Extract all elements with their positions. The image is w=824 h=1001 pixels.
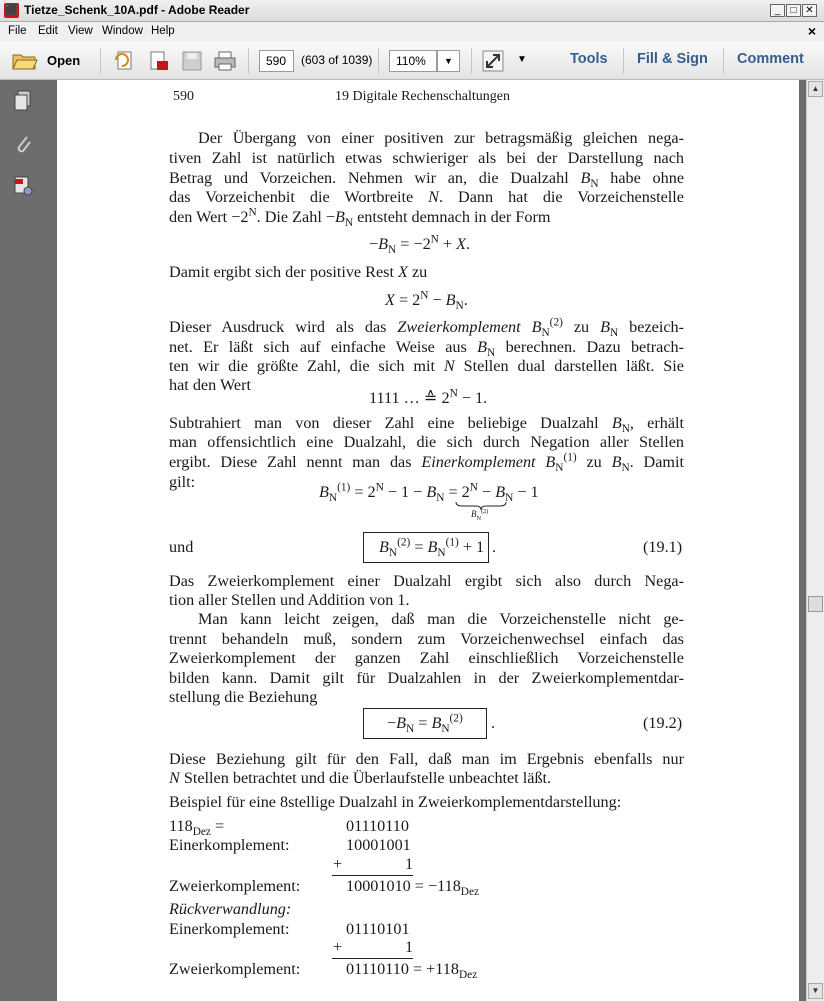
plus-sign: + xyxy=(333,938,343,956)
toolbar xyxy=(0,42,824,80)
page-header-number: 590 xyxy=(173,89,194,104)
equation-period: . xyxy=(491,714,496,732)
paragraph-line: das Vorzeichenbit die Wortbreite N. Dann hat die Vorzeichenstelle xyxy=(169,188,684,206)
example-label: Zweierkomplement: xyxy=(169,960,301,978)
export-pdf-icon[interactable] xyxy=(148,50,170,72)
paragraph-line: Man kann leicht zeigen, daß man die Vorzeichenstelle nicht ge- xyxy=(198,610,684,628)
equation: $X = 2^N - B_N$. xyxy=(385,289,468,313)
menu-help[interactable]: Help xyxy=(151,25,175,37)
paragraph-line: Damit ergibt sich der positive Rest X zu xyxy=(169,263,428,281)
paragraph-line: tiven Zahl ist natürlich etwas schwieriger als bei der Darstellung nach xyxy=(169,149,684,167)
close-document-icon[interactable]: × xyxy=(807,23,816,39)
example-label: Einerkomplement: xyxy=(169,836,290,854)
menu-file[interactable]: File xyxy=(8,25,27,37)
zoom-dropdown-button[interactable]: ▼ xyxy=(437,50,460,72)
example-label: Einerkomplement: xyxy=(169,920,290,938)
plus-sign: + xyxy=(333,855,343,873)
equation: $-B_N = -2^N + X$. xyxy=(369,233,471,257)
scroll-down-arrow-icon[interactable]: ▼ xyxy=(808,983,823,999)
page-thumbnails-icon[interactable] xyxy=(13,90,33,112)
equation: $-B_N = B_N^{(2)}$ xyxy=(387,712,463,736)
paragraph-line: ten wir die größte Zahl, die sich mit N Stellen dual darstellen läßt. Sie xyxy=(169,357,684,375)
equation-number: (19.2) xyxy=(643,714,683,732)
equation: 1111 … ≙ $2^N - 1$. xyxy=(369,387,488,407)
example-value: $01110110 = +118_{Dez}$ xyxy=(346,960,478,982)
minimize-button[interactable]: _ xyxy=(770,4,785,17)
equation: $B_N^{(1)} = 2^N - 1 - B_N = 2^N - B_N - 1$ xyxy=(319,481,539,505)
paragraph-line: gilt: xyxy=(169,473,196,491)
paragraph-line: hat den Wert xyxy=(169,376,252,394)
page-number-input[interactable]: 590 xyxy=(259,50,294,72)
close-window-button[interactable]: ✕ xyxy=(802,4,817,17)
example-value: $10001010 = -118_{Dez}$ xyxy=(346,877,480,899)
paragraph-line: den Wert $-2^N$. Die Zahl $-B_N$ entsteht demnach in der Form xyxy=(169,206,551,230)
fill-sign-button[interactable]: Fill & Sign xyxy=(637,51,708,67)
example-subheading: Rückverwandlung: xyxy=(169,900,292,918)
vertical-scrollbar[interactable] xyxy=(806,80,824,1001)
title-bar xyxy=(0,0,824,22)
paragraph-line: Beispiel für eine 8stellige Dualzahl in Zweierkomplementdarstellung: xyxy=(169,793,622,811)
example-value: 10001001 xyxy=(346,836,411,854)
zoom-input[interactable]: 110% xyxy=(389,50,437,72)
example-label: Zweierkomplement: xyxy=(169,877,301,895)
equation: $B_N^{(2)} = B_N^{(1)} + 1$ xyxy=(379,536,485,560)
example-value: 01110101 xyxy=(346,920,410,938)
paragraph-line: Subtrahiert man von dieser Zahl eine beliebige Dualzahl $B_N$, erhält xyxy=(169,414,684,436)
paragraph-line: Diese Beziehung gilt für den Fall, daß man im Ergebnis ebenfalls nur xyxy=(169,750,684,768)
menu-view[interactable]: View xyxy=(68,25,93,37)
paragraph-line: N Stellen betrachtet und die Überlaufstelle unbeachtet läßt. xyxy=(169,769,552,787)
toolbar-overflow-icon[interactable]: ▼ xyxy=(517,54,527,65)
signatures-icon[interactable] xyxy=(13,175,33,197)
paragraph-line: man offensichtlich eine Dualzahl, die sich durch Negation aller Stellen xyxy=(169,433,684,451)
und-label: und xyxy=(169,538,194,556)
page-count: (603 of 1039) xyxy=(301,53,373,67)
attachments-icon[interactable] xyxy=(13,133,33,155)
document-view[interactable] xyxy=(46,80,806,1001)
paragraph-line: trennt behandeln muß, sondern zum Vorzeichenwechsel einfach das xyxy=(169,630,684,648)
paragraph-line: Dieser Ausdruck wird als das Zweierkomplement $B_N^{(2)}$ zu $B_N$ bezeich- xyxy=(169,316,684,340)
paragraph-line: bilden kann. Damit gilt für Dualzahlen in der Zweierkomplementdar- xyxy=(169,669,684,687)
create-pdf-icon[interactable] xyxy=(114,50,136,72)
pdf-page xyxy=(57,80,799,1001)
scrollbar-thumb[interactable] xyxy=(808,596,823,612)
scroll-up-arrow-icon[interactable]: ▲ xyxy=(808,81,823,97)
paragraph-line: Das Zweierkomplement einer Dualzahl ergibt sich also durch Nega- xyxy=(169,572,684,590)
paragraph-line: Zweierkomplement der ganzen Zahl einschließlich Vorzeichenstelle xyxy=(169,649,684,667)
example-value: 1 xyxy=(405,938,414,956)
paragraph-line: ergibt. Diese Zahl nennt man das Einerkomplement $B_N^{(1)}$ zu $B_N$. Damit xyxy=(169,451,684,475)
expand-icon[interactable] xyxy=(482,50,504,72)
menu-edit[interactable]: Edit xyxy=(38,25,58,37)
open-button[interactable]: Open xyxy=(47,53,81,68)
menu-window[interactable]: Window xyxy=(102,25,143,37)
tools-button[interactable]: Tools xyxy=(570,51,608,67)
page-header-title: 19 Digitale Rechenschaltungen xyxy=(335,89,510,104)
menu-bar xyxy=(0,22,824,42)
comment-button[interactable]: Comment xyxy=(737,51,804,67)
underbrace-label: $B_N^{(2)}$ xyxy=(471,508,489,522)
example-label: $118_{Dez}$ = xyxy=(169,817,225,839)
paragraph-line: stellung die Beziehung xyxy=(169,688,318,706)
adobe-reader-icon: ⬛ xyxy=(5,5,18,16)
example-value: 1 xyxy=(405,855,414,873)
open-folder-icon[interactable] xyxy=(12,51,38,73)
paragraph-line: Der Übergang von einer positiven zur betragsmäßig gleichen nega- xyxy=(198,129,684,147)
save-icon[interactable] xyxy=(181,50,203,72)
equation-period: . xyxy=(492,538,497,556)
navigation-pane xyxy=(0,80,46,1001)
window-title: Tietze_Schenk_10A.pdf - Adobe Reader xyxy=(24,3,250,17)
paragraph-line: tion aller Stellen und Addition von 1. xyxy=(169,591,410,609)
print-icon[interactable] xyxy=(213,50,237,72)
sum-rule xyxy=(332,875,413,876)
maximize-button[interactable]: □ xyxy=(786,4,801,17)
paragraph-line: net. Er läßt sich auf einfache Weise aus $B_N$ berechnen. Dazu betrach- xyxy=(169,338,684,360)
equation-number: (19.1) xyxy=(643,538,683,556)
example-value: 01110110 xyxy=(346,817,409,835)
sum-rule xyxy=(332,958,413,959)
paragraph-line: Betrag und Vorzeichen. Nehmen wir an, die Dualzahl $B_N$ habe ohne xyxy=(169,169,685,191)
